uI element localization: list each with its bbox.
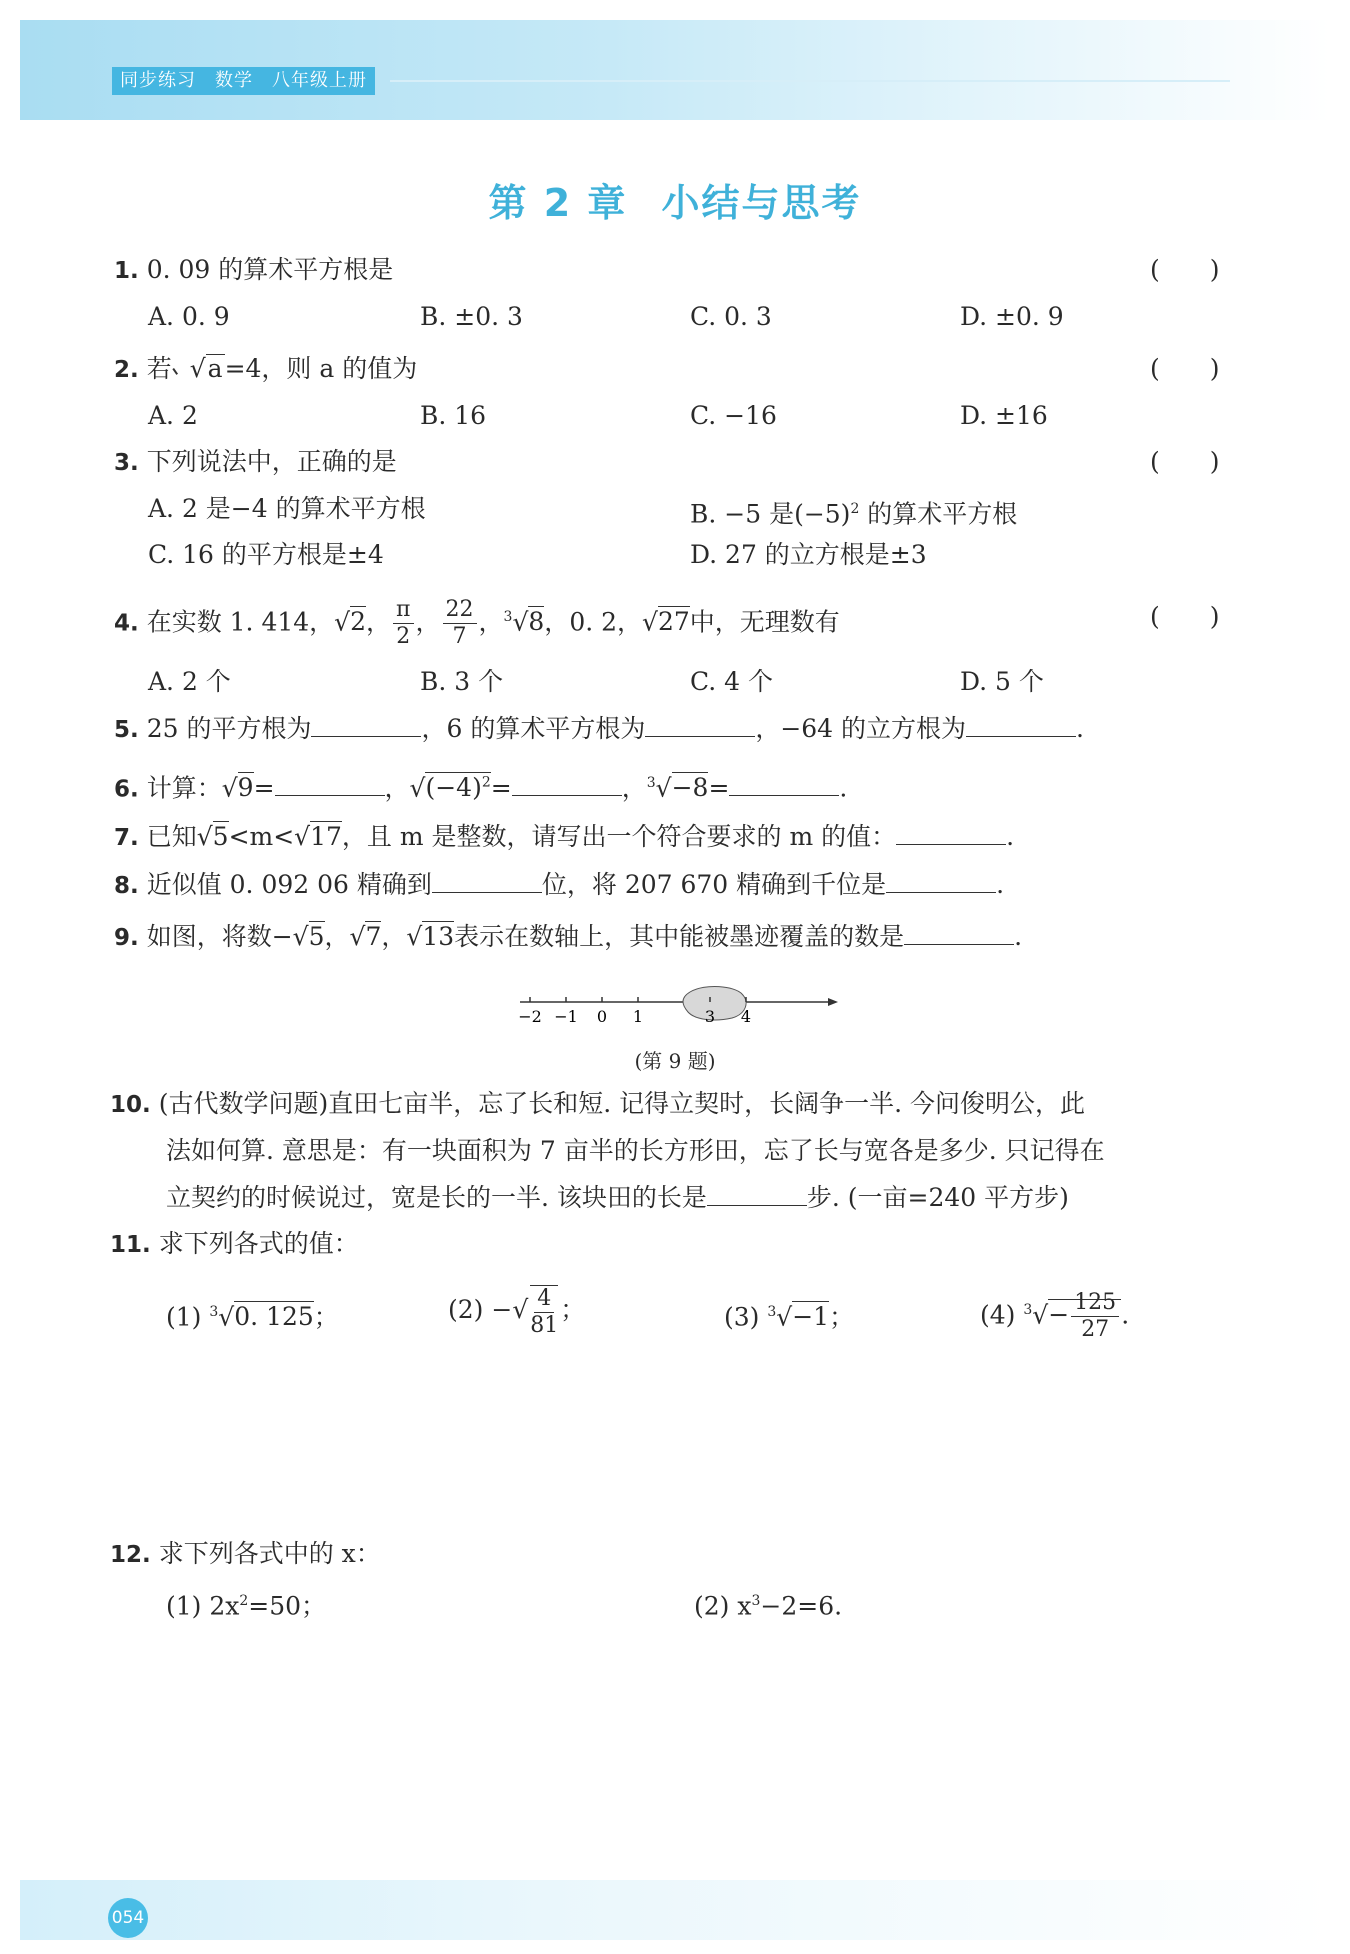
q11-part-3: (3) $^3$√−1； <box>724 1302 855 1332</box>
answer-blank[interactable] <box>966 712 1076 737</box>
answer-blank[interactable] <box>275 771 385 796</box>
q3-option-b: B. −5 是$(-5)^2$ 的算术平方根 <box>690 499 1018 529</box>
question-8: 8. 近似值 0. 092 06 精确到 位，将 207 670 精确到千位是 . <box>114 870 1005 899</box>
question-3: 3. 下列说法中，正确的是 <box>114 447 397 476</box>
answer-blank[interactable] <box>512 771 622 796</box>
question-6: 6. 计算：√9= ，$√(-4)^2=$ ，$^3$√−8= . <box>114 773 848 803</box>
q2-option-d: D. ±16 <box>960 401 1048 430</box>
tick-label: 3 <box>704 1007 716 1026</box>
answer-paren-3: ( ) <box>1150 447 1220 476</box>
repeating-decimal: 0. 2 <box>569 607 618 637</box>
chapter-number: 第 2 章 <box>488 181 628 225</box>
question-10-line-2: 法如何算. 意思是：有一块面积为 7 亩半的长方形田，忘了长与宽各是多少. 只记得在 <box>166 1136 1105 1165</box>
question-2: 2. 若 √a=4，则 a 的值为 <box>114 352 417 387</box>
q1-option-a: A. 0. 9 <box>148 302 230 331</box>
answer-paren-2: ( ) <box>1150 354 1220 383</box>
answer-blank[interactable] <box>904 920 1014 945</box>
q2-option-a: A. 2 <box>148 401 198 430</box>
chapter-name: 小结与思考 <box>661 181 862 225</box>
header-tag: 同步练习 数学 八年级上册 <box>112 67 375 95</box>
q4-option-c: C. 4 个 <box>690 667 773 696</box>
tick-label: 1 <box>632 1007 644 1026</box>
sqrt-symbol: √a <box>174 352 225 386</box>
figure-caption: (第 9 题) <box>634 1049 716 1073</box>
footer-band <box>20 1880 1330 1940</box>
tick-label: −2 <box>518 1007 542 1026</box>
answer-blank[interactable] <box>896 820 1006 845</box>
q1-option-b: B. ±0. 3 <box>420 302 523 331</box>
q2-option-c: C. −16 <box>690 401 777 430</box>
answer-blank[interactable] <box>645 712 755 737</box>
q12-part-2: (2) $x^3-2=6$. <box>694 1591 843 1621</box>
question-10-line-3: 立契约的时候说过，宽是长的一半. 该块田的长是 步. (一亩=240 平方步) <box>166 1183 1069 1212</box>
q4-option-a: A. 2 个 <box>148 667 231 696</box>
q11-part-4: (4) $^3$√− $\frac{125}{27}$ . <box>980 1290 1130 1343</box>
q3-option-a: A. 2 是−4 的算术平方根 <box>148 494 426 523</box>
q4-option-d: D. 5 个 <box>960 667 1044 696</box>
number-line-figure <box>510 980 840 1030</box>
number-line-arrow <box>828 998 838 1006</box>
question-1: 1. 0. 09 的算术平方根是 <box>114 255 394 284</box>
header-rule <box>390 80 1230 82</box>
tick-label: 4 <box>740 1007 752 1026</box>
answer-paren-4: ( ) <box>1150 602 1220 631</box>
question-4: 4. 在实数 1. 414，√2， $\frac{\pi}{2}$ ， $\frac{22}{7}$ ，$^3$√8，0. 2，√27中，无理数有 <box>114 597 840 650</box>
answer-blank[interactable] <box>707 1181 807 1206</box>
q2-option-b: B. 16 <box>420 401 487 430</box>
q11-part-1: (1) $^3$√0. 125； <box>166 1302 339 1332</box>
question-7: 7. 已知√5<m<√17，且 m 是整数，请写出一个符合要求的 m 的值： . <box>114 822 1015 851</box>
answer-blank[interactable] <box>729 771 839 796</box>
q1-option-d: D. ±0. 9 <box>960 302 1064 331</box>
question-10-line-1: 10. (古代数学问题)直田七亩半，忘了长和短. 记得立契时，长阔争一半. 今问俊明公，此 <box>110 1089 1086 1118</box>
q11-part-2: (2) −√ $\frac{4}{81}$ ； <box>448 1285 586 1338</box>
tick-label: 0 <box>596 1007 608 1026</box>
q4-option-b: B. 3 个 <box>420 667 504 696</box>
page-number-badge: 054 <box>108 1898 148 1938</box>
q3-option-d: D. 27 的立方根是±3 <box>690 540 927 569</box>
answer-paren-1: ( ) <box>1150 255 1220 284</box>
q1-option-c: C. 0. 3 <box>690 302 772 331</box>
answer-blank[interactable] <box>886 868 996 893</box>
question-9: 9. 如图，将数−√5，√7，√13表示在数轴上，其中能被墨迹覆盖的数是 . <box>114 922 1023 951</box>
question-5: 5. 25 的平方根为 ，6 的算术平方根为 ，−64 的立方根为 . <box>114 714 1084 743</box>
answer-blank[interactable] <box>311 712 421 737</box>
q12-part-1: (1) $2x^2=50$； <box>166 1591 327 1621</box>
answer-blank[interactable] <box>432 868 542 893</box>
page-title <box>0 172 1350 227</box>
tick-label: −1 <box>554 1007 578 1026</box>
question-12: 12. 求下列各式中的 x： <box>110 1539 381 1568</box>
q3-option-c: C. 16 的平方根是±4 <box>148 540 384 569</box>
question-11: 11. 求下列各式的值： <box>110 1229 359 1258</box>
